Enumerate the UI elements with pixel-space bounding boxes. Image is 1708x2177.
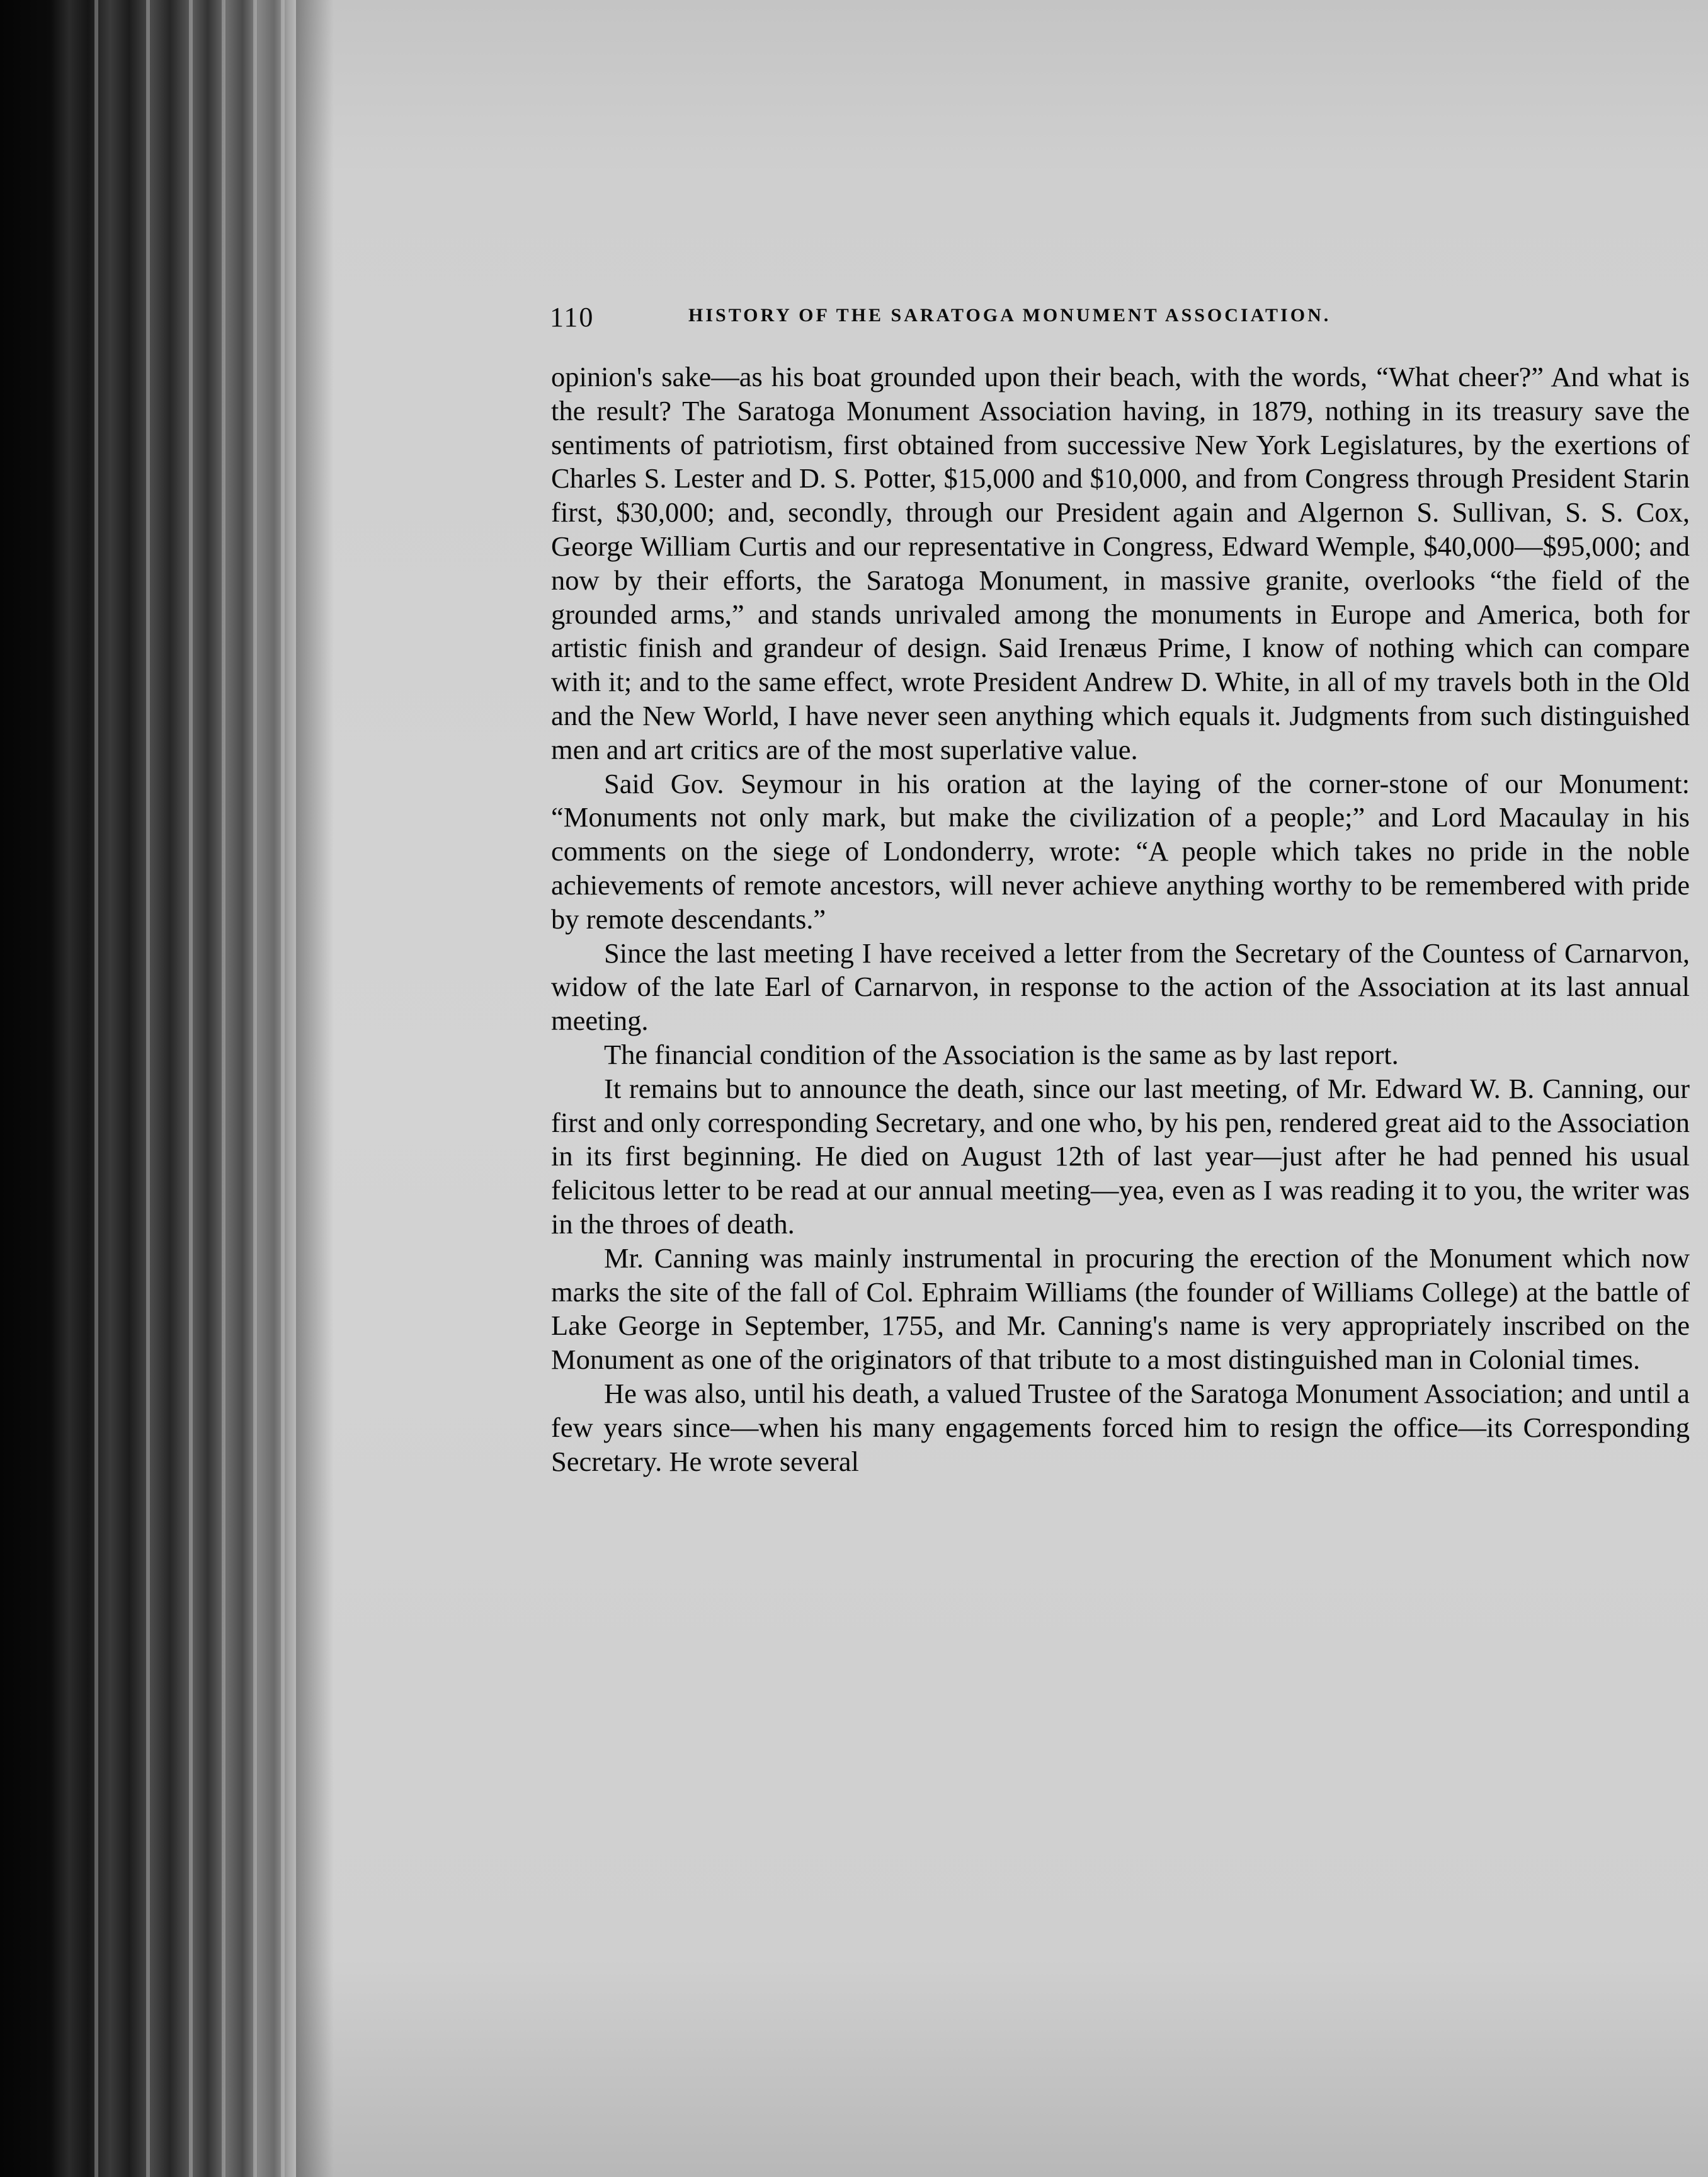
paragraph: Mr. Canning was mainly instrumental in procuring the erection of the Monument which now marks the site of the fall of Col. Ephraim Williams (the founder of Williams College) at the battle of Lake George in September, 1755, and Mr. Canning's name is very appropriately inscribed on the Monument as one of the originators of that tribute to a most distinguished man in Colonial times.	[551, 1242, 1690, 1376]
page-edge-line	[146, 0, 150, 2177]
page-edge-line	[94, 0, 98, 2177]
gutter-shadow	[296, 0, 334, 2177]
book-page-edges	[0, 0, 296, 2177]
page-edge-line	[222, 0, 225, 2177]
body-text	[551, 360, 1690, 1478]
page-edge-line	[281, 0, 285, 2177]
page-edge-line	[189, 0, 193, 2177]
paragraph: opinion's sake—as his boat grounded upon their beach, with the words, “What cheer?” And what is the result? The Saratoga Monument Association having, in 1879, nothing in its treasury save the sentiments of patriotism, first obtained from successive New York Legislatures, by the exertions of Charles S. Lester and D. S. Potter, $15,000 and $10,000, and from Congress through President Starin first, $30,000; and, secondly, through our President again and Algernon S. Sullivan, S. S. Cox, George William Curtis and our representative in Congress, Edward Wemple, $40,000—$95,000; and now by their efforts, the Saratoga Monument, in massive granite, overlooks “the field of the grounded arms,” and stands unrivaled among the monuments in Europe and America, both for artistic finish and grandeur of design. Said Irenæus Prime, I know of nothing which can compare with it; and to the same effect, wrote President Andrew D. White, in all of my travels both in the Old and the New World, I have never seen anything which equals it. Judgments from such distinguished men and art critics are of the most superlative value.	[551, 361, 1690, 765]
book-page	[296, 0, 1708, 2177]
page-number: 110	[550, 302, 595, 333]
page-header	[550, 301, 1687, 339]
paragraph: Said Gov. Seymour in his oration at the laying of the corner-stone of our Monument: “Monuments not only mark, but make the civilization of a people;” and Lord Macaulay in his comments on the siege of Londonderry, wrote: “A people which takes no pride in the noble achievements of remote ancestors, will never achieve anything worthy to be remembered with pride by remote descendants.”	[551, 767, 1690, 935]
paragraph: The financial condition of the Association is the same as by last report.	[604, 1038, 1399, 1070]
running-head: HISTORY OF THE SARATOGA MONUMENT ASSOCIATION.	[688, 305, 1331, 326]
paragraph: He was also, until his death, a valued Trustee of the Saratoga Monument Association; and until a few years since—when his many engagements forced him to resign the office—its Corresponding Secretary. He wrote several	[551, 1377, 1690, 1477]
paragraph: Since the last meeting I have received a letter from the Secretary of the Countess of Carnarvon, widow of the late Earl of Carnarvon, in response to the action of the Association at its last annual meeting.	[551, 937, 1690, 1037]
page-edge-line	[253, 0, 257, 2177]
paragraph: It remains but to announce the death, since our last meeting, of Mr. Edward W. B. Canning, our first and only corresponding Secretary, and one who, by his pen, rendered great aid to the Association in its first beginning. He died on August 12th of last year—just after he had penned his usual felicitous letter to be read at our annual meeting—yea, even as I was reading it to you, the writer was in the throes of death.	[551, 1072, 1690, 1240]
